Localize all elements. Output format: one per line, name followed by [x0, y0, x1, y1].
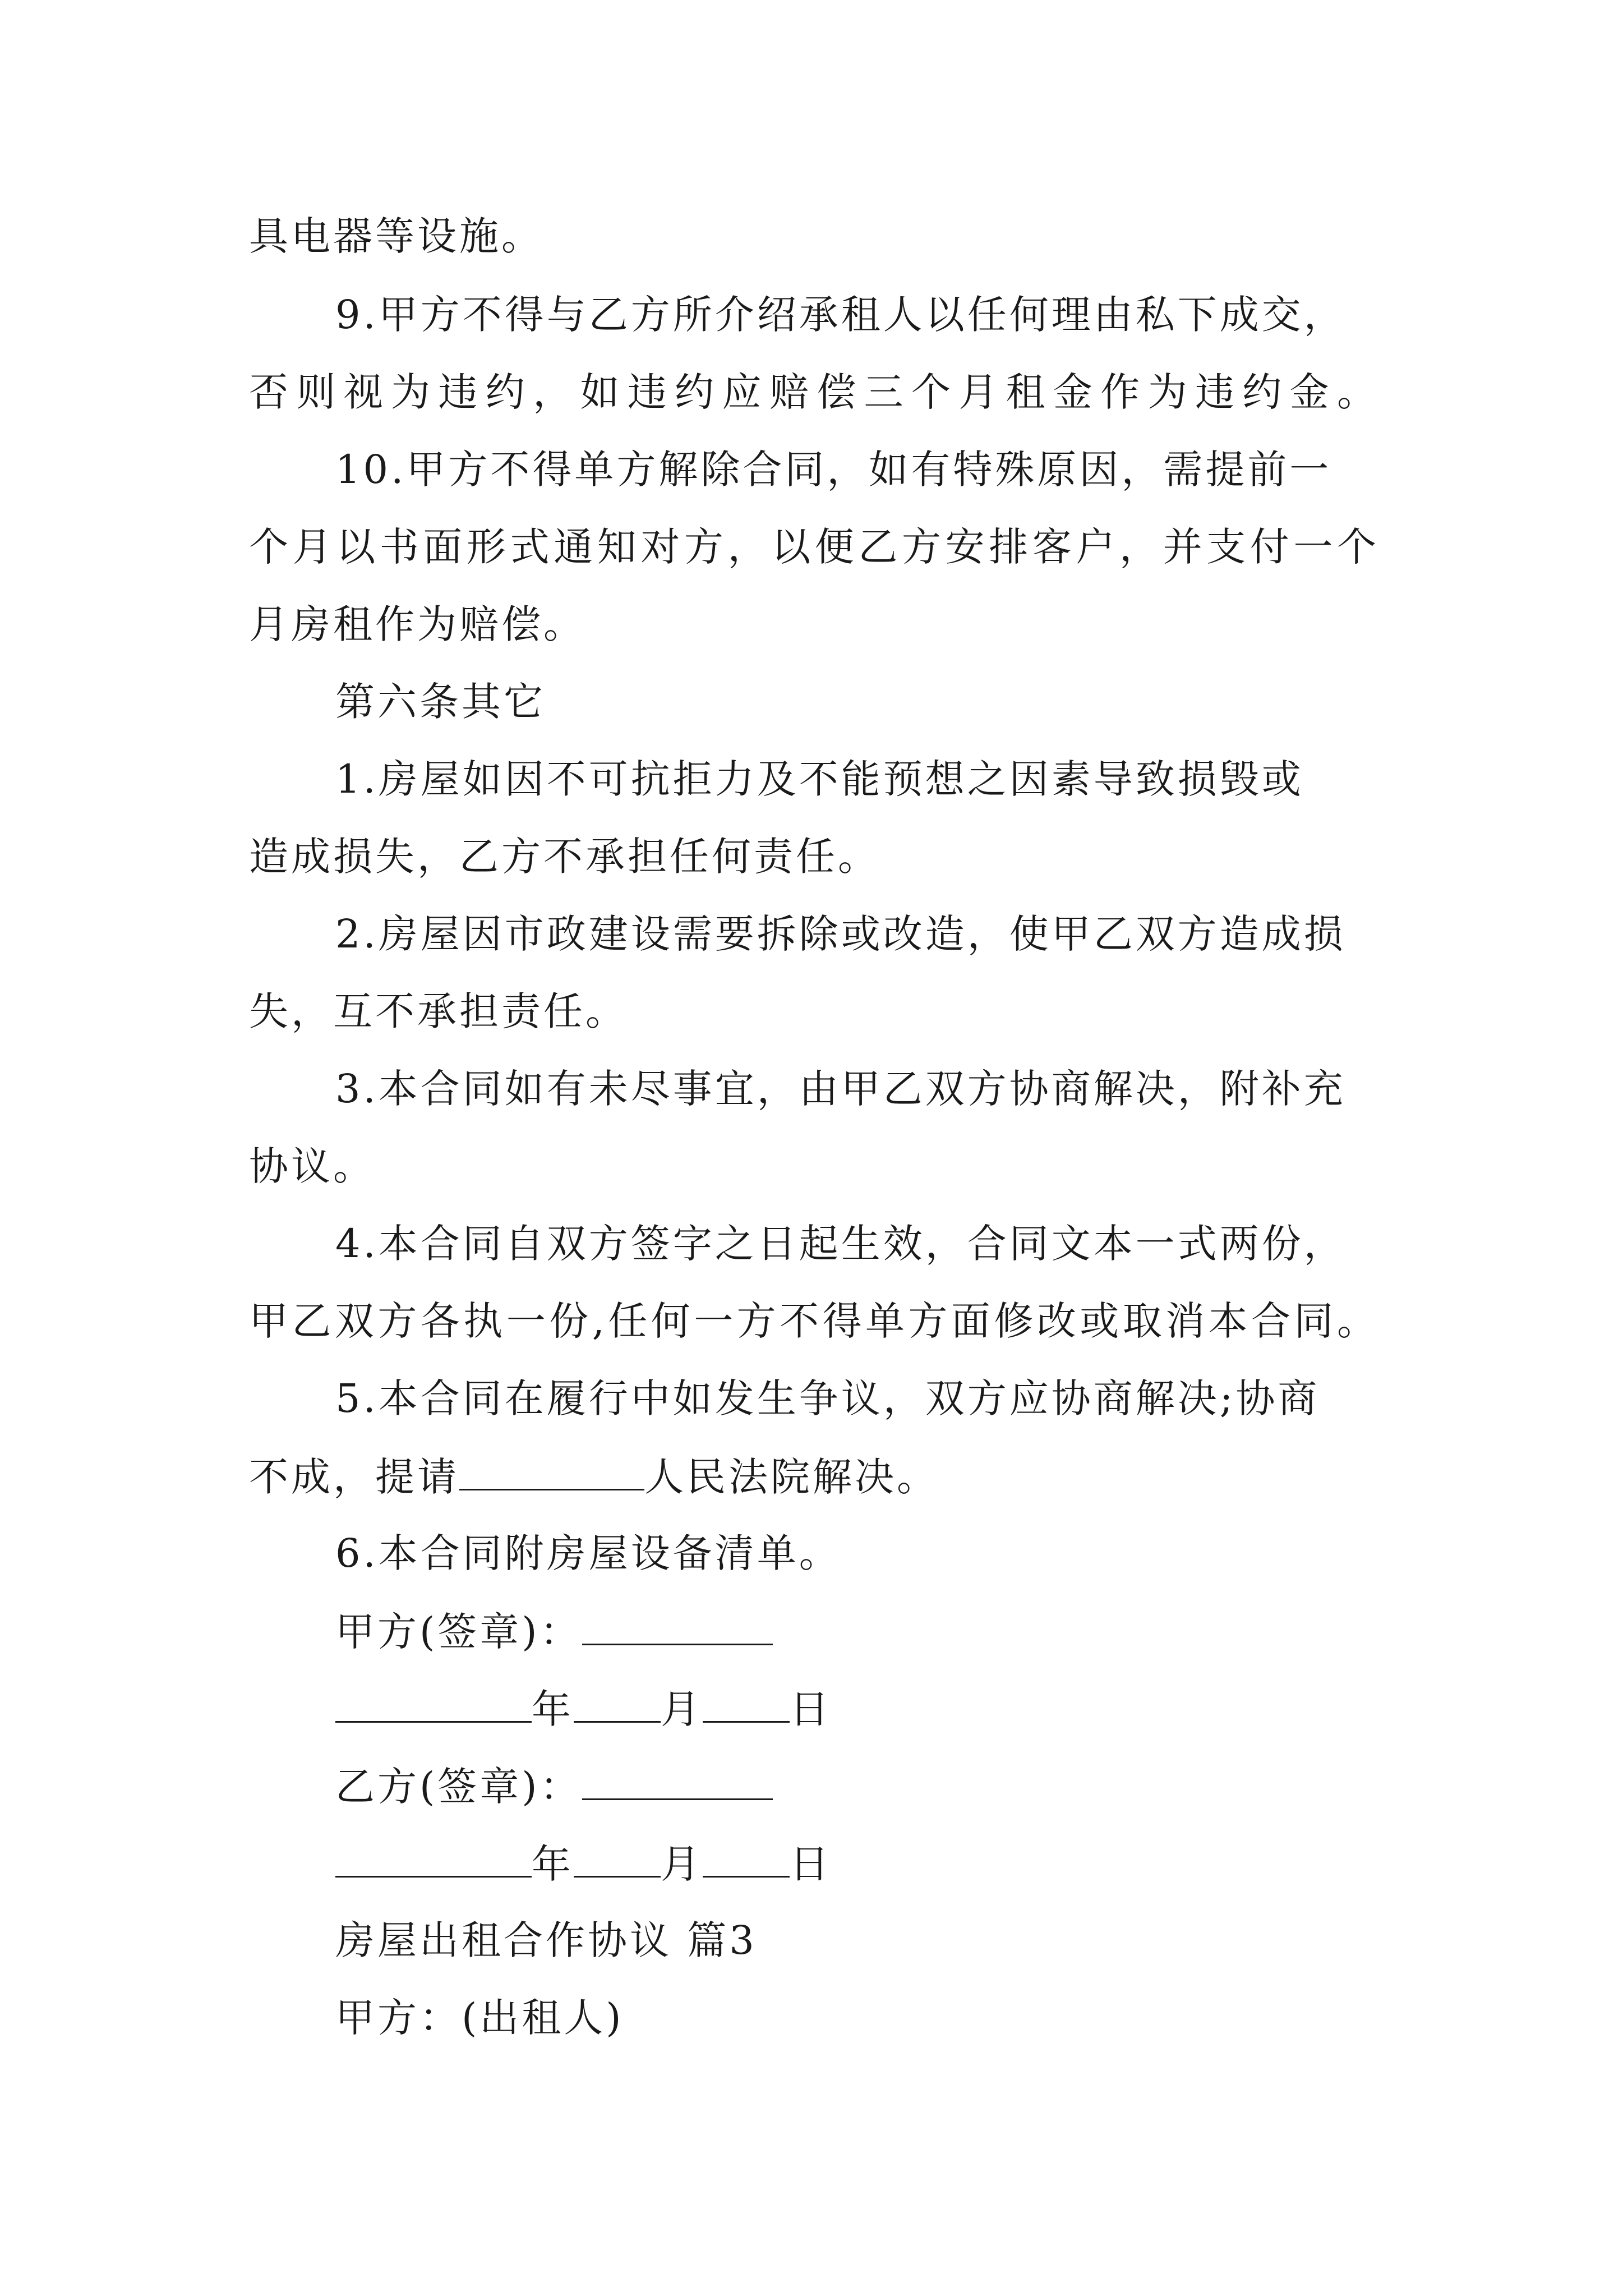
day-label: 日	[790, 1841, 832, 1887]
text-line: 造成损失，乙方不承担任何责任。	[249, 834, 880, 880]
month-label: 月	[661, 1841, 703, 1887]
document-heading: 房屋出租合作协议 篇3	[335, 1917, 757, 1963]
text-line	[249, 1454, 939, 1500]
text-line: 具电器等设施。	[249, 213, 543, 259]
month-label: 月	[661, 1686, 703, 1732]
month-blank	[574, 1688, 661, 1723]
party-a-date-line	[335, 1686, 832, 1732]
year-blank	[335, 1688, 532, 1723]
day-blank	[703, 1843, 790, 1878]
text-line: 2.房屋因市政建设需要拆除或改造，使甲乙双方造成损	[335, 911, 1346, 957]
party-a-signature-line	[335, 1609, 773, 1655]
text-line: 3.本合同如有未尽事宜，由甲乙双方协商解决，附补充	[335, 1066, 1346, 1112]
text-segment: 人民法院解决。	[644, 1454, 939, 1500]
text-line: 甲乙双方各执一份,任何一方不得单方面修改或取消本合同。	[249, 1298, 1376, 1344]
text-line: 否则视为违约，如违约应赔偿三个月租金作为违约金。	[249, 369, 1376, 415]
text-line: 个月以书面形式通知对方，以便乙方安排客户，并支付一个	[249, 524, 1376, 570]
party-a-label: 甲方(签章)：	[335, 1609, 582, 1655]
party-a-signature-blank	[582, 1611, 773, 1645]
text-line: 协议。	[249, 1143, 375, 1189]
party-b-date-line	[335, 1841, 832, 1887]
day-label: 日	[790, 1686, 832, 1732]
court-name-blank	[459, 1456, 644, 1490]
text-line: 5.本合同在履行中如发生争议，双方应协商解决;协商	[335, 1375, 1320, 1421]
text-line: 4.本合同自双方签字之日起生效，合同文本一式两份，	[335, 1221, 1346, 1267]
party-b-signature-blank	[582, 1766, 773, 1800]
year-blank	[335, 1843, 532, 1878]
text-line: 10.甲方不得单方解除合同，如有特殊原因，需提前一	[335, 447, 1332, 493]
text-segment: 不成，提请	[249, 1454, 459, 1500]
section-heading: 第六条其它	[335, 679, 546, 725]
text-line: 月房租作为赔偿。	[249, 601, 585, 647]
day-blank	[703, 1688, 790, 1723]
party-b-label: 乙方(签章)：	[335, 1764, 582, 1810]
text-line: 甲方：(出租人)	[335, 1995, 624, 2041]
text-line: 1.房屋如因不可抗拒力及不能预想之因素导致损毁或	[335, 756, 1304, 802]
year-label: 年	[532, 1841, 574, 1887]
month-blank	[574, 1843, 661, 1878]
text-line: 6.本合同附房屋设备清单。	[335, 1530, 841, 1576]
text-line: 失，互不承担责任。	[249, 988, 628, 1034]
year-label: 年	[532, 1686, 574, 1732]
party-b-signature-line	[335, 1764, 773, 1810]
text-line: 9.甲方不得与乙方所介绍承租人以任何理由私下成交，	[335, 292, 1346, 338]
